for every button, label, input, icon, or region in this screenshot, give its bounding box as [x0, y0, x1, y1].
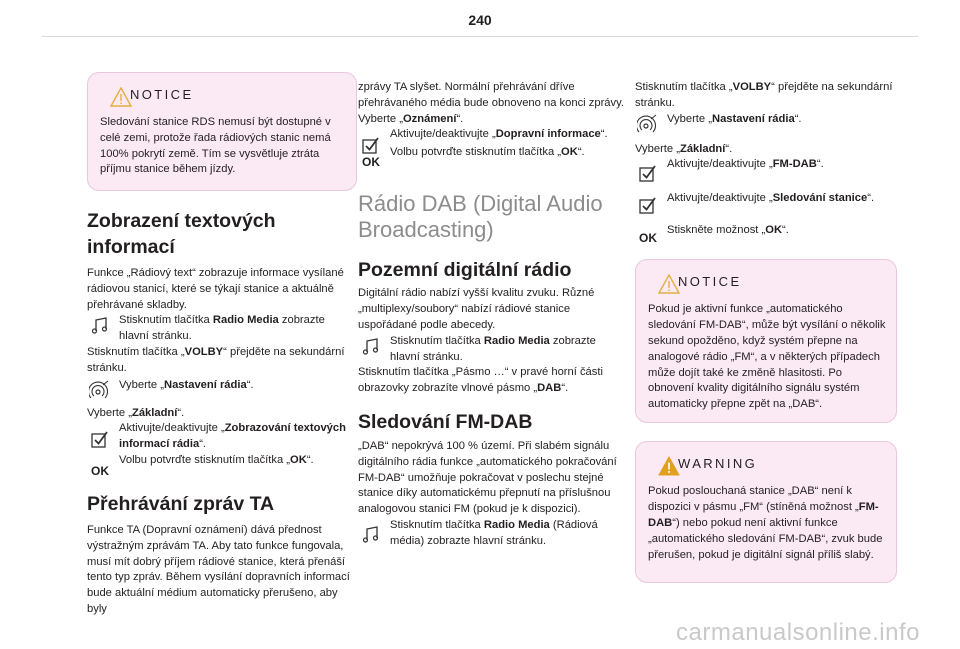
column-2: [358, 80, 628, 550]
warning-title: WARNING: [678, 456, 758, 472]
text: Stisknutím tlačítka „Pásmo …“ v pravé horní části obrazovky zobrazíte vlnové pásmo „: [358, 366, 603, 395]
heading-fm-dab: Sledování FM-DAB: [358, 410, 533, 433]
notice-title: NOTICE: [678, 274, 742, 290]
text: “.: [456, 112, 464, 125]
step-text: “.: [600, 128, 608, 141]
notice-text: Sledování stanice RDS nemusí být dostupné v celé zemi, protože řada rádiových stanic nemá 100% pokrytí země. Tím se vysvětluje ztráta příjmu stanice během jízdy.: [100, 116, 331, 176]
step-confirm-ok: [635, 223, 897, 246]
step-text: zobrazte hlavní stránku.: [390, 334, 596, 363]
step-text: Vyberte „: [119, 378, 164, 391]
step-text-bold: OK: [561, 146, 578, 159]
text: “.: [725, 142, 733, 155]
step-text: “.: [577, 146, 585, 159]
music-note-icon: [360, 335, 382, 357]
text: “ přejděte na sekundární stránku.: [635, 81, 893, 109]
watermark: carmanualsonline.info: [676, 619, 920, 646]
step-text: Stisknutím tlačítka: [119, 314, 213, 327]
step-text-bold: Radio Media: [212, 314, 279, 327]
text: Vyberte „: [87, 406, 132, 419]
music-note-icon: [360, 523, 382, 545]
step-text: Volbu potvrďte stisknutím tlačítka „: [390, 146, 562, 159]
step-text: “.: [816, 158, 824, 171]
step-text: Aktivujte/deaktivujte „: [119, 422, 225, 435]
step-toggle-fm-dab: [635, 157, 897, 187]
step-radio-media: [358, 518, 628, 550]
step-toggle-traffic: [358, 127, 628, 145]
warning-text: “) nebo pokud není aktivní funkce „automatického sledování FM-DAB“, zvuk bude přerušen, pokud je digitální signál příliš slabý.: [648, 516, 883, 561]
step-text: Volbu potvrďte stisknutím tlačítka „: [119, 453, 291, 466]
warning-triangle-icon: [658, 456, 680, 476]
paragraph: Funkce TA (Dopravní oznámení) dává přednost výstražným zprávám TA. Aby tato funkce fungovala, musí mít dobrý příjem rádiové stanice, která přenáší tento typ zpráv. Během vysílání dopravních informací bude aktuální médium automaticky přerušeno, aby byly: [87, 523, 350, 615]
paragraph: Funkce „Rádiový text“ zobrazuje informace vysílané rádiovou stanicí, které se týkají stanice a aktuálně přehrávané skladby.: [87, 267, 344, 311]
radio-signal-icon: [89, 379, 111, 401]
text: Vyberte „: [358, 112, 403, 125]
warning-box: [635, 441, 897, 583]
music-note-icon: [89, 314, 111, 336]
notice-box: [635, 259, 897, 423]
column-1: [87, 72, 357, 618]
step-confirm-ok: [358, 145, 628, 170]
step-text: Aktivujte/deaktivujte „: [667, 192, 773, 205]
step-toggle-station-follow: [635, 191, 897, 221]
step-radio-media: [358, 334, 628, 366]
step-radio-settings: [87, 378, 357, 396]
step-text: Stisknutím tlačítka: [390, 518, 484, 531]
step-text-bold: OK: [290, 453, 307, 466]
warning-text-bold: FM-DAB: [648, 501, 879, 529]
column-3: [635, 80, 897, 583]
text: “.: [561, 382, 569, 395]
ok-icon: OK: [362, 155, 380, 170]
step-text-bold: Sledování stanice: [772, 192, 868, 205]
step-text-bold: Radio Media: [483, 518, 550, 531]
step-text: “.: [199, 438, 207, 451]
step-toggle-text-info: [87, 421, 357, 453]
notice-triangle-icon: [110, 87, 132, 107]
heading-ta: Přehrávání zpráv TA: [87, 492, 275, 515]
text-bold: VOLBY: [184, 345, 224, 358]
heading-text-info: Zobrazení textových informací: [87, 210, 276, 258]
text-bold: DAB: [537, 382, 562, 395]
text-bold: VOLBY: [732, 81, 772, 93]
notice-box: [87, 72, 357, 191]
step-text: Aktivujte/deaktivujte „: [390, 128, 496, 141]
step-radio-media: [87, 313, 357, 345]
step-confirm-ok: [87, 453, 357, 478]
step-text-bold: OK: [765, 224, 783, 237]
step-text: zobrazte hlavní stránku.: [119, 314, 325, 343]
section-title-dab: Rádio DAB (Digital Audio Broadcasting): [358, 191, 603, 243]
step-text: “.: [782, 224, 789, 237]
checkbox-icon: [637, 162, 659, 184]
step-text: Stisknutím tlačítka: [390, 334, 484, 347]
text: Stisknutím tlačítka „: [635, 81, 733, 93]
step-text: “.: [306, 453, 314, 466]
step-text-bold: Radio Media: [483, 334, 550, 347]
step-text: “.: [246, 378, 254, 391]
text: “ přejděte na sekundární stránku.: [87, 345, 345, 374]
step-radio-settings: [635, 112, 897, 130]
step-text: (Rádiová média) zobrazte hlavní stránku.: [390, 518, 598, 547]
ok-icon: OK: [91, 463, 109, 478]
step-text-bold: Dopravní informace: [495, 128, 601, 141]
text: Vyberte „: [635, 142, 680, 155]
paragraph: zprávy TA slyšet. Normální přehrávání dříve přehrávaného média bude obnoveno na konci zprávy.: [358, 81, 624, 109]
step-text: “.: [867, 192, 875, 205]
heading-digital-radio: Pozemní digitální rádio: [358, 259, 572, 282]
step-text: Stiskněte možnost „: [667, 224, 766, 237]
step-text: Vyberte „: [667, 112, 712, 125]
checkbox-icon: [637, 194, 659, 216]
text-bold: Základní: [131, 406, 178, 419]
text-bold: Základní: [679, 142, 726, 155]
text-bold: Oznámení: [402, 112, 457, 125]
step-text-bold: Zobrazování textových informací rádia: [119, 422, 346, 451]
warning-text: Pokud poslouchaná stanice „DAB“ není k dispozici v pásmu „FM“ (stíněná možnost „: [648, 485, 859, 514]
checkbox-icon: [89, 428, 111, 450]
step-text-bold: FM-DAB: [772, 158, 817, 171]
ok-icon: OK: [639, 231, 657, 246]
notice-triangle-icon: [658, 274, 680, 294]
step-text-bold: Nastavení rádia: [711, 112, 795, 125]
paragraph: Digitální rádio nabízí vyšší kvalitu zvuku. Různé „multiplexy/soubory“ nabízí rádiové stanice uspořádané podle abecedy.: [358, 287, 595, 331]
notice-text: Pokud je aktivní funkce „automatického sledování FM-DAB“, může být vysílání o několik sekund opožděno, když systém přepne na analogové rádio „FM“, a v některých případech může dojít také ke změně hlasitosti. Po obnovení kvality digitálního signálu systém automaticky přepne zpět na „DAB“.: [648, 303, 886, 411]
radio-signal-icon: [637, 113, 659, 135]
step-text: “.: [794, 112, 802, 125]
text: Stisknutím tlačítka „: [87, 345, 185, 358]
page-number: 240: [468, 12, 492, 28]
step-text: Aktivujte/deaktivujte „: [667, 158, 773, 171]
paragraph: „DAB“ nepokrývá 100 % území. Při slabém signálu digitálního rádia funkce „automatického pokračování FM-DAB“ umožňuje pokračovat v poslechu stejné stanice díky automatickému přepnutí na příslušnou analogovou stanici FM (pokud je k dispozici).: [358, 439, 617, 516]
step-text-bold: Nastavení rádia: [163, 378, 247, 391]
notice-title: NOTICE: [130, 87, 194, 102]
header-divider: [42, 36, 918, 37]
text: “.: [177, 406, 185, 419]
